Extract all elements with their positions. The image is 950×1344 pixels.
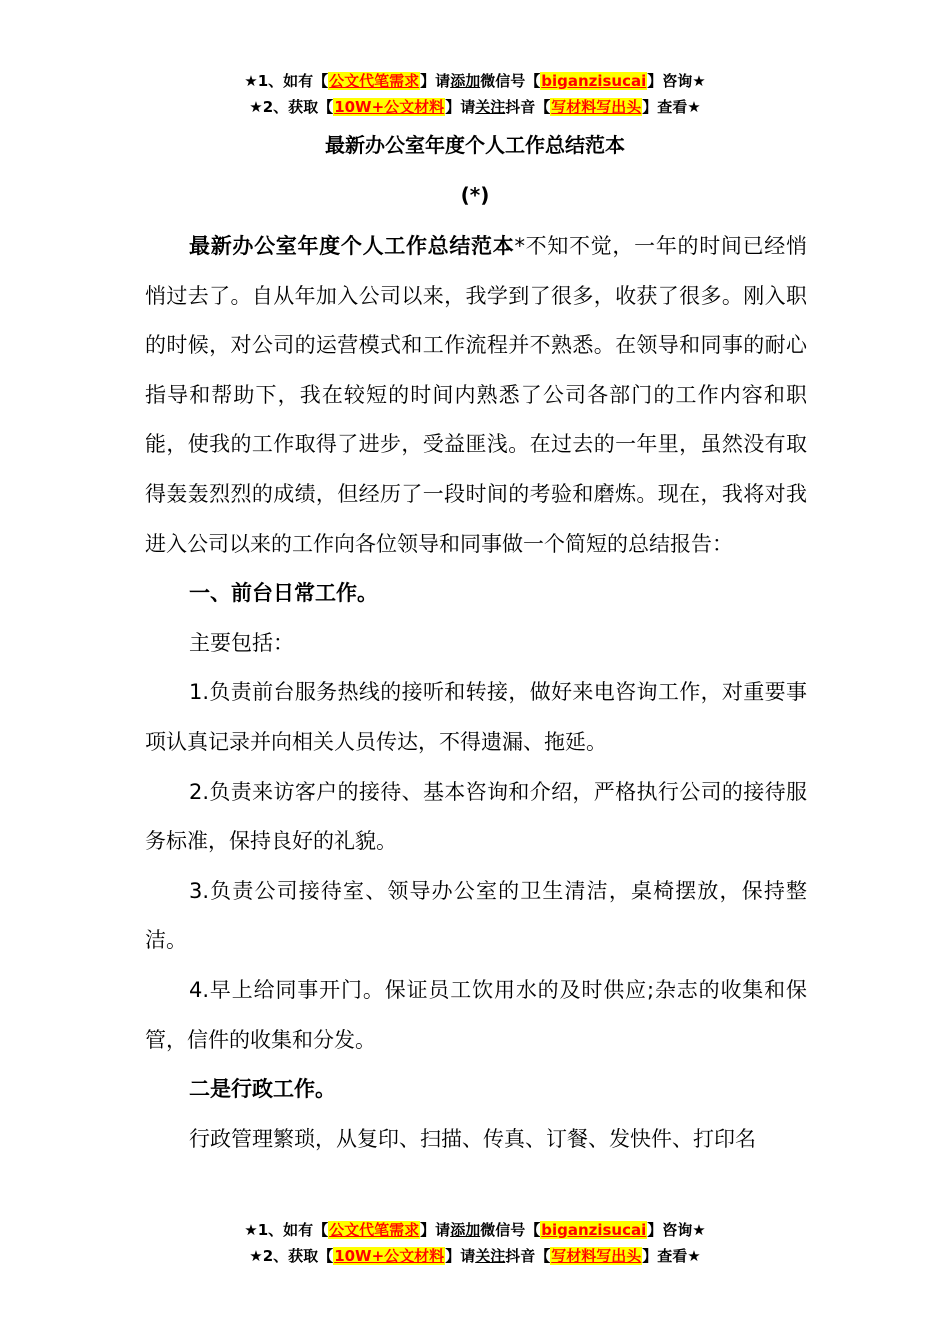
promo-line-1-mid: 】请: [420, 1221, 451, 1239]
promo-line-1-prefix: ★1、如有【: [244, 72, 329, 90]
promo-line-2-suffix: 】查看★: [642, 1247, 701, 1265]
promo-line-1-mid2: 微信号【: [480, 72, 541, 90]
promo-highlight-service: 公文代笔需求: [329, 1221, 420, 1239]
promo-line-2-mid: 】请: [445, 1247, 476, 1265]
intro-text: *不知不觉，一年的时间已经悄悄过去了。自从年加入公司以来，我学到了很多，收获了很多。刚入职的时候，对公司的运营模式和工作流程并不熟悉。在领导和同事的耐心指导和帮助下，我在较短的时间内熟悉了公司各部门的工作内容和职能，使我的工作取得了进步，受益匪浅。在过去的一年里，虽然没有取得轰轰烈烈的成绩，但经历了一段时间的考验和磨炼。现在，我将对我进入公司以来的工作向各位领导和同事做一个简短的总结报告：: [145, 234, 808, 556]
promo-underline-add: 添加: [450, 1221, 481, 1239]
document-subtitle: (*): [460, 183, 490, 207]
promo-banner-bottom: [0, 1217, 950, 1269]
promo-line-1-mid: 】请: [420, 72, 451, 90]
intro-bold-title: 最新办公室年度个人工作总结范本: [189, 234, 515, 258]
promo-line-1: [0, 68, 950, 94]
promo-line-1-suffix: 】咨询★: [647, 1221, 706, 1239]
promo-highlight-wechat: biganzisucai: [541, 72, 647, 90]
promo-line-2-mid2: 抖音【: [505, 1247, 551, 1265]
promo-underline-follow: 关注: [475, 1247, 506, 1265]
list-item-2: 2.负责来访客户的接待、基本咨询和介绍，严格执行公司的接待服务标准，保持良好的礼貌。: [145, 779, 807, 854]
intro-paragraph: [145, 222, 807, 569]
section-2-heading: 二是行政工作。: [189, 1077, 336, 1102]
document-title: 最新办公室年度个人工作总结范本: [325, 133, 625, 157]
promo-highlight-materials: 10W+公文材料: [334, 98, 445, 116]
section-2-text: 行政管理繁琐，从复印、扫描、传真、订餐、发快件、打印名: [189, 1126, 756, 1151]
promo-line-1-prefix: ★1、如有【: [244, 1221, 329, 1239]
promo-line-2-mid2: 抖音【: [505, 98, 551, 116]
promo-highlight-douyin: 写材料写出头: [551, 98, 642, 116]
promo-line-2: [0, 94, 950, 120]
section-1-heading: 一、前台日常工作。: [189, 581, 378, 606]
promo-banner-top: [0, 68, 950, 120]
promo-line-2-prefix: ★2、获取【: [249, 98, 334, 116]
list-item-1: 1.负责前台服务热线的接听和转接，做好来电咨询工作，对重要事项认真记录并向相关人员传达，不得遗漏、拖延。: [145, 680, 807, 754]
list-item-3: 3.负责公司接待室、领导办公室的卫生清洁，桌椅摆放，保持整洁。: [145, 878, 807, 953]
promo-highlight-douyin: 写材料写出头: [551, 1247, 642, 1265]
promo-line-2-prefix: ★2、获取【: [249, 1247, 334, 1265]
promo-line-2-mid: 】请: [445, 98, 476, 116]
promo-highlight-service: 公文代笔需求: [329, 72, 420, 90]
document-body: [145, 222, 807, 1164]
list-item-4: 4.早上给同事开门。保证员工饮用水的及时供应;杂志的收集和保管，信件的收集和分发。: [145, 977, 807, 1052]
promo-underline-follow: 关注: [475, 98, 506, 116]
promo-underline-add: 添加: [450, 72, 481, 90]
promo-line-1-bottom: [0, 1217, 950, 1243]
promo-line-1-suffix: 】咨询★: [647, 72, 706, 90]
section-1-lead: 主要包括：: [189, 630, 294, 655]
promo-line-2-suffix: 】查看★: [642, 98, 701, 116]
promo-line-1-mid2: 微信号【: [480, 1221, 541, 1239]
promo-highlight-wechat: biganzisucai: [541, 1221, 647, 1239]
promo-highlight-materials: 10W+公文材料: [334, 1247, 445, 1265]
promo-line-2-bottom: [0, 1243, 950, 1269]
